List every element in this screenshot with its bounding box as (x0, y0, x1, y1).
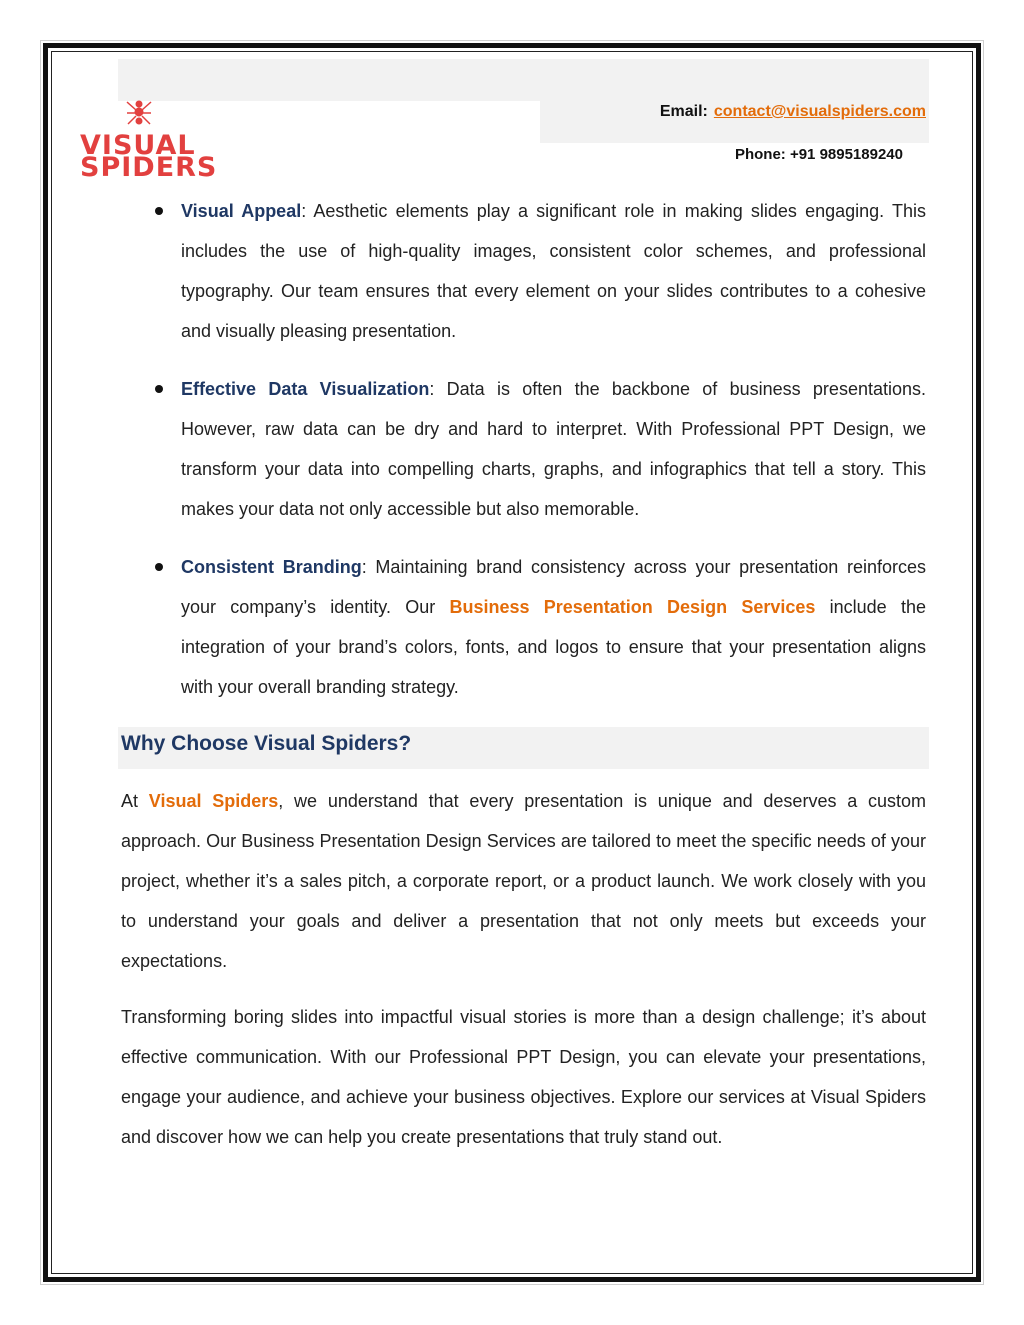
visual-spiders-logo (80, 98, 218, 183)
bullet-text-tail: include the integration of your brand’s colors, fonts, and logos to ensure that your presentation aligns with your overall branding strategy. (181, 597, 926, 697)
bullet-icon (155, 385, 163, 393)
logo-text-visual: VISUAL (80, 130, 196, 161)
bullet-text: : Aesthetic elements play a significant role in making slides engaging. This includes the use of high-quality images, consistent color schemes, and professional typography. Our team ensures that every element on your slides contributes to a cohesive and visually pleasing presentation. (181, 201, 927, 341)
closing-paragraph: Transforming boring slides into impactful visual stories is more than a design challenge; it’s about effective communication. With our Professional PPT Design, you can elevate your presentations, engage your audience, and achieve your business objectives. Explore our services at Visual Spiders and discover how we can help you create presentations that truly stand out. (121, 1007, 926, 1147)
email-label: Email: (659, 103, 708, 120)
main-content (121, 191, 926, 725)
feature-list (121, 191, 926, 707)
bullet-text: : Maintaining brand consistency across your presentation reinforces your company’s identity. Our (181, 557, 926, 617)
header-band (118, 59, 929, 101)
phone-line: Phone: +91 9895189240 (734, 146, 903, 163)
list-item (121, 191, 926, 351)
email-link[interactable]: contact@visualspiders.com (713, 103, 926, 120)
paragraph (121, 781, 926, 981)
logo-text-spiders: SPIDERS (80, 152, 218, 183)
spider-icon (126, 98, 152, 128)
bullet-term: Consistent Branding (181, 557, 362, 577)
paragraph-text: At (121, 791, 149, 811)
email-line (660, 103, 926, 121)
bullet-icon (155, 563, 163, 571)
services-link[interactable]: Business Presentation Design Services (449, 597, 816, 617)
bullet-text: : Data is often the backbone of business presentations. However, raw data can be dry and hard to interpret. With Professional PPT Design, we transform your data into compelling charts, graphs, and infographics that tell a story. This makes your data not only accessible but also memorable. (181, 379, 926, 519)
list-item (121, 369, 926, 529)
bullet-term: Visual Appeal (181, 201, 302, 221)
list-item (121, 547, 926, 707)
bullet-icon (155, 207, 163, 215)
paragraph-text-tail: , we understand that every presentation is unique and deserves a custom approach. Our Business Presentation Design Services are tailored to meet the specific needs of your project, whether it’s a sales pitch, a corporate report, or a product launch. We work closely with you to understand your goals and deliver a presentation that not only meets but exceeds your expectations. (121, 791, 926, 971)
section-title: Why Choose Visual Spiders? (121, 732, 412, 755)
visual-spiders-link[interactable]: Visual Spiders (148, 791, 279, 811)
bullet-term: Effective Data Visualization (181, 379, 430, 399)
